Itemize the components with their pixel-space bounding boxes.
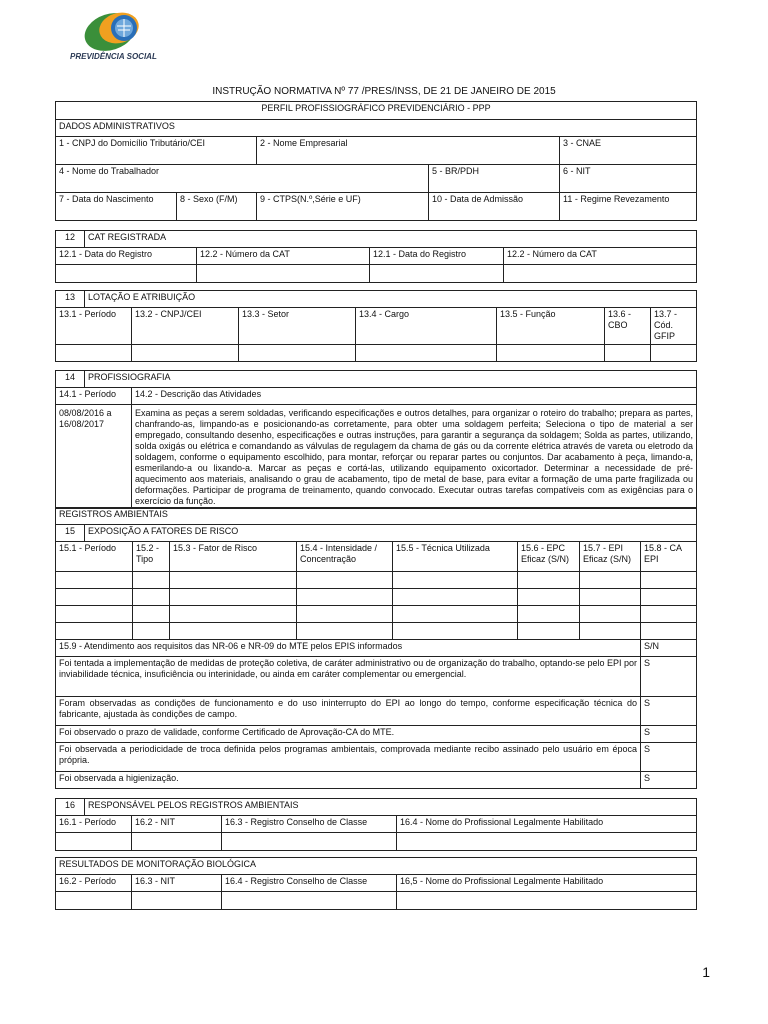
exposicao-number: 15 bbox=[56, 525, 85, 542]
epi-answer-2: S bbox=[641, 697, 697, 726]
responsavel-table bbox=[55, 798, 697, 851]
exposicao-fator-risco: 15.3 - Fator de Risco bbox=[170, 542, 297, 572]
biologica-heading: RESULTADOS DE MONITORAÇÃO BIOLÓGICA bbox=[56, 858, 697, 875]
registros-heading: REGISTROS AMBIENTAIS bbox=[56, 508, 697, 525]
lotacao-cargo: 13.4 - Cargo bbox=[356, 308, 497, 345]
lotacao-heading: LOTAÇÃO E ATRIBUIÇÃO bbox=[85, 291, 697, 308]
epi-question-5: Foi observada a higienização. bbox=[56, 772, 641, 789]
exposicao-heading: EXPOSIÇÃO A FATORES DE RISCO bbox=[85, 525, 697, 542]
registros-ambientais-table bbox=[55, 507, 697, 789]
form-title: PERFIL PROFISSIOGRÁFICO PREVIDENCIÁRIO - PPP bbox=[56, 102, 697, 120]
exposicao-ca-epi: 15.8 - CA EPI bbox=[641, 542, 697, 572]
admin-data-table bbox=[55, 101, 697, 221]
profissiografia-descricao-label: 14.2 - Descrição das Atividades bbox=[132, 388, 697, 405]
field-data-nascimento: 7 - Data do Nascimento bbox=[56, 193, 177, 221]
cat-data-registro-2: 12.1 - Data do Registro bbox=[370, 248, 504, 265]
responsavel-periodo: 16.1 - Período bbox=[56, 816, 132, 833]
field-ctps: 9 - CTPS(N.º,Série e UF) bbox=[257, 193, 429, 221]
profissiografia-heading: PROFISSIOGRAFIA bbox=[85, 371, 697, 388]
lotacao-number: 13 bbox=[56, 291, 85, 308]
profissiografia-number: 14 bbox=[56, 371, 85, 388]
biologica-registro-conselho: 16.4 - Registro Conselho de Classe bbox=[222, 875, 397, 892]
profissiografia-periodo-label: 14.1 - Período bbox=[56, 388, 132, 405]
responsavel-number: 16 bbox=[56, 799, 85, 816]
cat-numero-1: 12.2 - Número da CAT bbox=[197, 248, 370, 265]
lotacao-periodo: 13.1 - Período bbox=[56, 308, 132, 345]
monitoracao-biologica-table bbox=[55, 857, 697, 910]
epi-answer-1: S bbox=[641, 657, 697, 697]
responsavel-nome-profissional: 16.4 - Nome do Profissional Legalmente Habilitado bbox=[397, 816, 697, 833]
cat-numero-2: 12.2 - Número da CAT bbox=[504, 248, 697, 265]
page-number: 1 bbox=[702, 964, 710, 980]
epi-requirements-heading: 15.9 - Atendimento aos requisitos das NR-06 e NR-09 do MTE pelos EPIS informados bbox=[56, 640, 641, 657]
exposicao-tipo: 15.2 - Tipo bbox=[133, 542, 170, 572]
profissiografia-periodo-value: 08/08/2016 a 16/08/2017 bbox=[56, 405, 132, 509]
document-title: INSTRUÇÃO NORMATIVA Nº 77 /PRES/INSS, DE 21 DE JANEIRO DE 2015 bbox=[212, 86, 556, 97]
epi-question-3: Foi observado o prazo de validade, conforme Certificado de Aprovação-CA do MTE. bbox=[56, 726, 641, 743]
epi-question-1: Foi tentada a implementação de medidas de proteção coletiva, de caráter administrativo ou de organização do trabalho, optando-se pelo EPI por inviabilidade técnica, insuficiência ou interinidade, ou ainda em caráter complementar ou emergencial. bbox=[56, 657, 641, 697]
responsavel-heading: RESPONSÁVEL PELOS REGISTROS AMBIENTAIS bbox=[85, 799, 697, 816]
exposicao-intensidade: 15.4 - Intensidade / Concentração bbox=[297, 542, 393, 572]
lotacao-setor: 13.3 - Setor bbox=[239, 308, 356, 345]
cat-table bbox=[55, 230, 697, 283]
lotacao-funcao: 13.5 - Função bbox=[497, 308, 605, 345]
field-nome-trabalhador: 4 - Nome do Trabalhador bbox=[56, 165, 429, 193]
biologica-nome-profissional: 16,5 - Nome do Profissional Legalmente Habilitado bbox=[397, 875, 697, 892]
logo-caption: PREVIDÊNCIA SOCIAL bbox=[70, 52, 157, 61]
field-cnae: 3 - CNAE bbox=[560, 137, 697, 165]
exposicao-tecnica: 15.5 - Técnica Utilizada bbox=[393, 542, 518, 572]
biologica-nit: 16.3 - NIT bbox=[132, 875, 222, 892]
profissiografia-table bbox=[55, 370, 697, 509]
lotacao-cbo: 13.6 - CBO bbox=[605, 308, 651, 345]
field-nit: 6 - NIT bbox=[560, 165, 697, 193]
field-nome-empresarial: 2 - Nome Empresarial bbox=[257, 137, 560, 165]
epi-answer-4: S bbox=[641, 743, 697, 772]
epi-answer-3: S bbox=[641, 726, 697, 743]
cat-number: 12 bbox=[56, 231, 85, 248]
epi-answer-5: S bbox=[641, 772, 697, 789]
exposicao-epc: 15.6 - EPC Eficaz (S/N) bbox=[518, 542, 580, 572]
lotacao-table bbox=[55, 290, 697, 362]
field-data-admissao: 10 - Data de Admissão bbox=[429, 193, 560, 221]
cat-heading: CAT REGISTRADA bbox=[85, 231, 697, 248]
lotacao-cnpj: 13.2 - CNPJ/CEI bbox=[132, 308, 239, 345]
field-br-pdh: 5 - BR/PDH bbox=[429, 165, 560, 193]
admin-heading: DADOS ADMINISTRATIVOS bbox=[56, 120, 697, 137]
responsavel-registro-conselho: 16.3 - Registro Conselho de Classe bbox=[222, 816, 397, 833]
exposicao-periodo: 15.1 - Período bbox=[56, 542, 133, 572]
cat-data-registro-1: 12.1 - Data do Registro bbox=[56, 248, 197, 265]
exposicao-epi: 15.7 - EPI Eficaz (S/N) bbox=[580, 542, 641, 572]
field-cnpj: 1 - CNPJ do Domicílio Tributário/CEI bbox=[56, 137, 257, 165]
lotacao-gfip: 13.7 - Cód. GFIP bbox=[651, 308, 697, 345]
epi-question-2: Foram observadas as condições de funcionamento e do uso ininterrupto do EPI ao longo do tempo, conforme especificação técnica do fabricante, ajustada às condições de campo. bbox=[56, 697, 641, 726]
epi-sn-heading: S/N bbox=[641, 640, 697, 657]
field-sexo: 8 - Sexo (F/M) bbox=[177, 193, 257, 221]
profissiografia-descricao-value: Examina as peças a serem soldadas, verificando especificações e outros detalhes, para organizar o roteiro do trabalho; prepara as partes, chanfrando-as, limpando-as e posicionando-as corretamente, para obter uma soldagem perfeita; Seleciona o tipo de material a ser empregado, consultando desenho, especificações e outras instruções, para garantir a segurança da soldagem; Solda as partes, utilizando, solda oxigás ou elétrica e comandando as válvulas de regulagem da chama de gás ou da corrente elétrica através de vareta ou eletrodo da soldagem, conforme o equipamento escolhido, para montar, reforçar ou reparar partes ou conjuntos. Dar acabamento à peça, limando-a, esmerilando-a ou lixando-a. Marcar as peças e cortá-las, utilizando equipamento oxicortador. Determinar a necessidade de pré-aquecimento aos materiais, analisando o grau de acabamento, tipo de metal de base, para evitar a formação de uma parte fragilizada ou deformações. Participar de programa de treinamento, quando convocado. Executar outras tarefas compatíveis com as exigências para o exercício da função. bbox=[132, 405, 697, 509]
epi-question-4: Foi observada a periodicidade de troca definida pelos programas ambientais, comprovada mediante recibo assinado pelo usuário em época própria. bbox=[56, 743, 641, 772]
biologica-periodo: 16.2 - Período bbox=[56, 875, 132, 892]
responsavel-nit: 16.2 - NIT bbox=[132, 816, 222, 833]
field-regime-revezamento: 11 - Regime Revezamento bbox=[560, 193, 697, 221]
